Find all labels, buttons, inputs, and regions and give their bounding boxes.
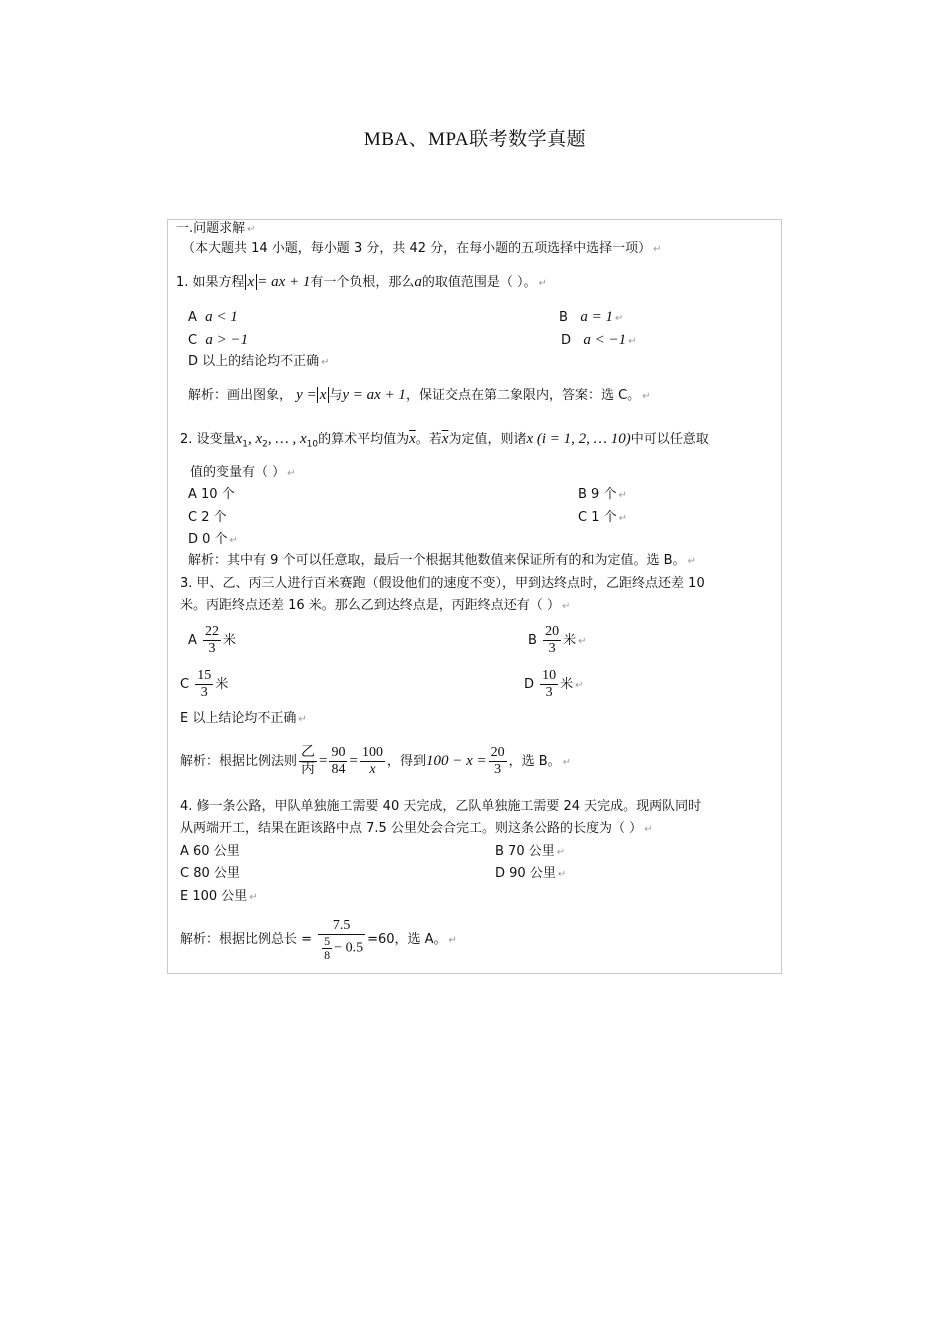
q3-option-a: A $\frac{22}{3}$ 米 — [188, 624, 237, 656]
question-box — [167, 219, 782, 974]
q4-option-e: E 100 公里 ↵ — [180, 889, 258, 904]
q2-stem-line2: 值的变量有（ ） ↵ — [190, 465, 296, 480]
q3-option-c: C $\frac{15}{3}$ 米 — [180, 668, 229, 700]
q1-option-c: C a > −1 — [188, 332, 249, 348]
q4-stem-line2: 从两端开工，结果在距该路中点 7.5 公里处会合完工。则这条公路的长度为（ ） ↵ — [180, 821, 653, 836]
q4-option-c: C 80 公里 — [180, 866, 240, 881]
page-title: MBA、MPA联考数学真题 — [363, 129, 587, 150]
q2-option-c: C 2 个 — [188, 510, 227, 525]
q4-stem-line1: 4. 修一条公路，甲队单独施工需要 40 天完成，乙队单独施工需要 24 天完成。现两队同时 — [180, 799, 702, 814]
q4-option-a: A 60 公里 — [180, 844, 240, 859]
q3-option-d: D $\frac{10}{3}$ 米 ↵ — [524, 668, 584, 700]
section-note: （本大题共 14 小题，每小题 3 分，共 42 分，在每小题的五项选择中选择一项） ↵ — [182, 241, 662, 256]
q2-stem: 2. 设变量$x_1$, $x_2$, … , $x_{10}$的算术平均值为$\overline{x}$。若$\overline{x}$为定值，则诸x (i = 1, 2, … 10)中可以任意取 — [180, 431, 709, 450]
q1-option-e: D 以上的结论均不正确 ↵ — [188, 354, 330, 369]
q2-option-b: B 9 个 ↵ — [578, 487, 627, 502]
q1-option-b: B a = 1 ↵ — [559, 309, 624, 325]
q3-stem-line1: 3. 甲、乙、丙三人进行百米赛跑（假设他们的速度不变），甲到达终点时，乙距终点还差 10 — [180, 576, 705, 591]
q1-stem: 1. 如果方程 x = ax + 1有一个负根，那么a的取值范围是（ ）。 ↵ — [176, 274, 547, 290]
q2-option-a: A 10 个 — [188, 487, 235, 502]
section-heading: 一.问题求解 ↵ — [176, 221, 256, 236]
q1-option-a: A a < 1 — [188, 309, 238, 325]
q2-option-d: C 1 个 ↵ — [578, 510, 628, 525]
q1-solution: 解析：画出图象， y = x 与y = ax + 1，保证交点在第二象限内，答案：选 C。 ↵ — [188, 387, 651, 403]
q3-option-b: B $\frac{20}{3}$ 米 ↵ — [528, 624, 587, 656]
q2-solution: 解析：其中有 9 个可以任意取，最后一个根据其他数值来保证所有的和为定值。选 B。 ↵ — [188, 553, 696, 568]
q2-option-e: D 0 个 ↵ — [188, 532, 238, 547]
q4-solution: 解析：根据比例总长 = 7.5 $\frac{5}{8}$ − 0.5 =60，选 A。 ↵ — [180, 917, 457, 962]
q1-option-d: D a < −1 ↵ — [561, 332, 637, 348]
q3-option-e: E 以上结论均不正确 ↵ — [180, 711, 307, 726]
q4-option-b: B 70 公里 ↵ — [495, 844, 566, 859]
q3-solution: 解析：根据比例法则 $\frac{\text{乙}}{\text{丙}}$ = $\frac{90}{84}$ = $\frac{100}{x}$ ，得到100 − x = $\frac{20}{3}$ ，选 B。 ↵ — [180, 745, 572, 777]
q4-option-d: D 90 公里 ↵ — [495, 866, 567, 881]
q3-stem-line2: 米。丙距终点还差 16 米。那么乙到达终点是，丙距终点还有（ ） ↵ — [180, 598, 571, 613]
